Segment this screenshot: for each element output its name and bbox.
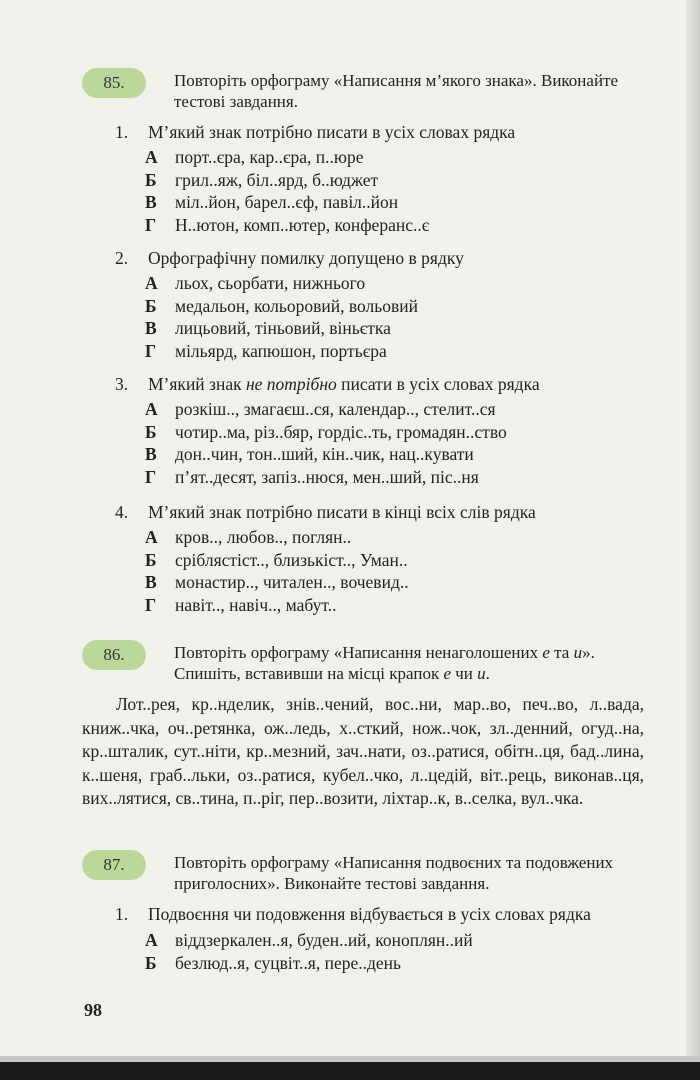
exercise-85-question-2 (115, 247, 645, 269)
exercise-85-badge: 85. (82, 68, 146, 98)
option-b: Б чотир..ма, різ..бяр, гордіс..ть, громадян..ство (145, 421, 507, 442)
option-v: В міл..йон, барел..єф, павіл..йон (145, 192, 399, 213)
question-number: 1. (115, 904, 129, 924)
exercise-85-intro: Повторіть орфограму «Написання м’якого знака». Виконайте тестові завдання. (174, 71, 619, 111)
exercise-86-text: Лот..рея, кр..нделик, знів..чений, вос..ни, мар..во, печ..во, л..вада, книж..чка, оч..ретянка, ож..ледь, х..сткий, нож..чок, зл..денний, огуд..на, кр..шталик, сут..ніти, кр..мезний, зач..нати, оз..ратися, обітн..ця, бад..лина, к..шеня, граб..льки, оз..ратися, кубел..чко, л..цедій, віт..рець, виконав..ця, вих..лятися, св..тина, п..ріг, пер..возити, ліхтар..к, в..селка, вул..чка. (82, 694, 644, 809)
option-b: Б сріблястіст.., близькіст.., Уман.. (145, 549, 408, 570)
option-g: Г мільярд, капюшон, портьєра (145, 341, 387, 362)
exercise-85-q2-options (145, 272, 645, 363)
question-text-start: М’який знак (148, 374, 246, 394)
option-g: Г Н..ютон, комп..ютер, конферанс..є (145, 215, 430, 236)
option-a: А кров.., любов.., поглян.. (145, 527, 352, 547)
question-number: 3. (115, 374, 129, 394)
exercise-85-q3-options (145, 398, 645, 489)
scan-bottom-border (0, 1062, 700, 1080)
exercise-85-q1-options (145, 146, 645, 237)
exercise-87-q1-options (145, 929, 645, 974)
option-v: В монастир.., читален.., вочевид.. (145, 572, 409, 593)
option-g: Г навіт.., навіч.., мабут.. (145, 595, 337, 616)
question-text-emphasis: не потрібно (245, 374, 337, 394)
question-text: М’який знак потрібно писати в кінці всіх слів рядка (148, 502, 536, 522)
option-a: А порт..єра, кар..єра, п..юре (145, 147, 364, 167)
exercise-86-badge: 86. (82, 640, 146, 670)
exercise-87-badge: 87. (82, 850, 146, 880)
question-number: 1. (115, 122, 129, 142)
option-v: В лицьовий, тіньовий, віньєтка (145, 318, 391, 339)
exercise-87-question-1 (115, 903, 645, 925)
question-text-end: писати в усіх словах рядка (336, 374, 540, 394)
option-b: Б медальон, кольоровий, вольовий (145, 295, 418, 316)
option-v: В дон..чин, тон..ший, кін..чик, нац..кувати (145, 444, 474, 465)
option-g: Г п’ят..десят, запіз..нюся, мен..ший, піс..ня (145, 467, 479, 488)
question-text: Подвоєння чи подовження відбувається в усіх словах рядка (148, 904, 591, 924)
exercise-85-question-4 (115, 501, 645, 523)
question-number: 4. (115, 502, 129, 522)
question-number: 2. (115, 248, 129, 268)
exercise-85-question-3 (115, 373, 645, 395)
page-edge (686, 0, 700, 1080)
option-a: А льох, сьорбати, нижнього (145, 273, 366, 293)
exercise-86-intro: Повторіть орфограму «Написання ненаголошених е та и». Спишіть, вставивши на місці крапок е чи и. (174, 643, 595, 683)
question-text: Орфографічну помилку допущено в рядку (148, 248, 464, 268)
exercise-85-question-1 (115, 121, 645, 143)
exercise-85-q4-options (145, 526, 645, 617)
option-a: А віддзеркален..я, буден..ий, коноплян..ий (145, 930, 473, 950)
page-number: 98 (84, 1000, 102, 1020)
option-b: Б грил..яж, біл..ярд, б..юджет (145, 169, 379, 190)
question-text: М’який знак потрібно писати в усіх словах рядка (148, 122, 516, 142)
exercise-87-intro: Повторіть орфограму «Написання подвоєних та подовжених приголосних». Виконайте тестові завдання. (174, 853, 614, 893)
option-b: Б безлюд..я, суцвіт..я, пере..день (145, 952, 402, 973)
option-a: А розкіш.., змагаєш..ся, календар.., стелит..ся (145, 399, 496, 419)
